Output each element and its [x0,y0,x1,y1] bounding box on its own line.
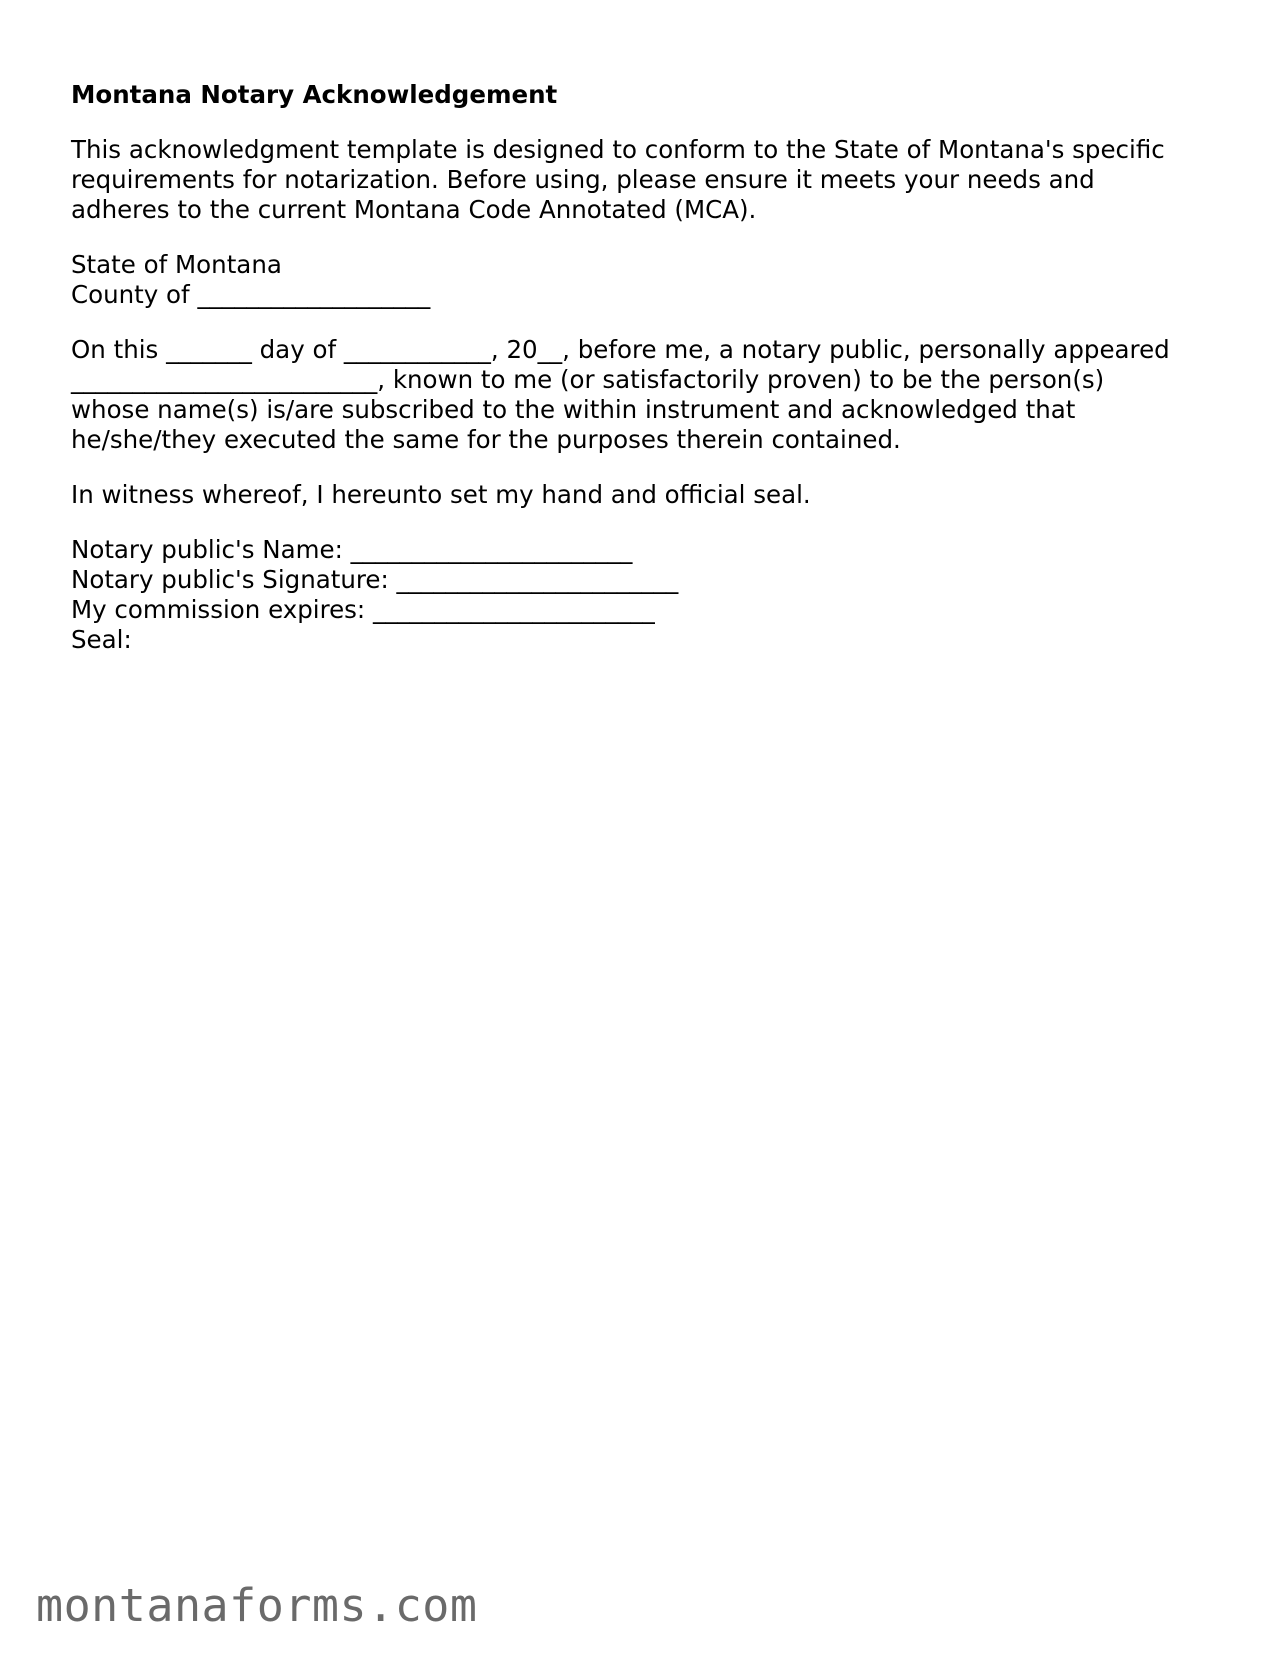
intro-line: requirements for notarization. Before using, please ensure it meets your needs and [71,165,1095,194]
acknowledgment-paragraph [71,335,1221,455]
venue-state: State of Montana [71,250,282,279]
intro-paragraph [71,135,1221,225]
acknowledgment-line: On this _______ day of ____________, 20__, before me, a notary public, personally appeared [71,335,1170,364]
notary-signature-line: Notary public's Signature: _______________________ [71,565,679,594]
intro-line: This acknowledgment template is designed to conform to the State of Montana's specific [71,135,1165,164]
signature-block [71,535,1221,655]
acknowledgment-line: _________________________, known to me (or satisfactorily proven) to be the person(s) [71,365,1105,394]
acknowledgment-line: whose name(s) is/are subscribed to the within instrument and acknowledged that [71,395,1076,424]
notary-name-line: Notary public's Name: _______________________ [71,535,633,564]
intro-line: adheres to the current Montana Code Annotated (MCA). [71,195,757,224]
document-title: Montana Notary Acknowledgement [71,80,558,109]
document-page [71,80,1221,680]
witness-paragraph [71,480,1221,510]
acknowledgment-line: he/she/they executed the same for the purposes therein contained. [71,425,901,454]
venue-block [71,250,1221,310]
venue-county: County of ___________________ [71,280,431,309]
commission-expires-line: My commission expires: _______________________ [71,595,655,624]
witness-line: In witness whereof, I hereunto set my hand and official seal. [71,480,811,509]
site-watermark: montanaforms.com [36,1579,478,1632]
seal-line: Seal: [71,625,132,654]
